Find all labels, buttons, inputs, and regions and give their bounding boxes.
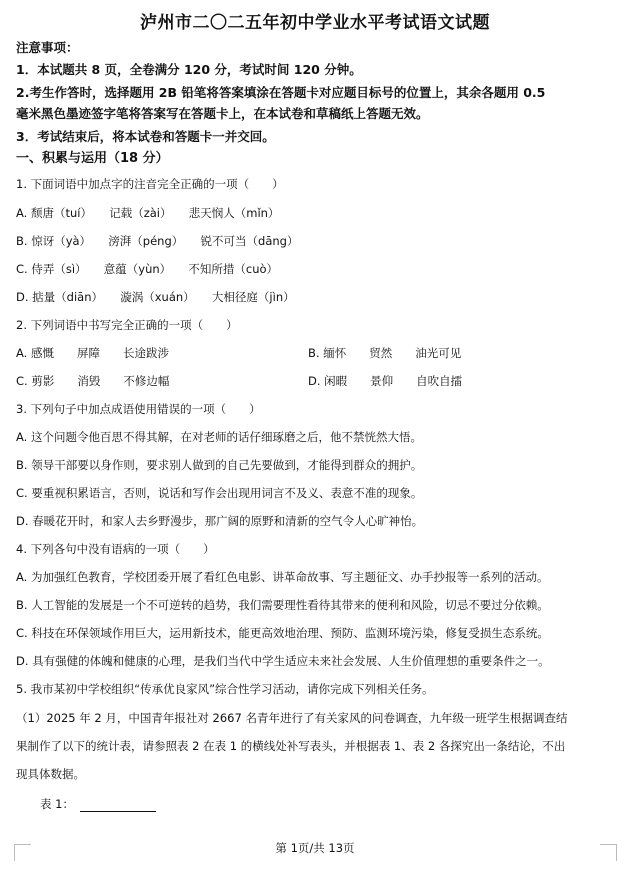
q4-option-d: D. 具有强健的体魄和健康的心理，是我们当代中学生适应未来社会发展、人生价值理想的重要条件之一。 — [16, 654, 550, 668]
notice-item-2a: 2.考生作答时，选择题用 2B 铅笔将答案填涂在答题卡对应题目标号的位置上，其余各题用 0.5 — [16, 85, 546, 100]
section-heading: 一、积累与运用（18 分） — [16, 151, 169, 166]
table-1-caption — [40, 796, 156, 812]
q1-option-b: B. 惊讶（yà） 滂湃（péng） 锐不可当（dāng） — [16, 234, 299, 248]
q2-option-a: A. 感慨 屏障 长途跋涉 — [16, 346, 169, 360]
q2-stem: 2. 下列词语中书写完全正确的一项（ ） — [16, 318, 238, 332]
exam-title: 泸州市二〇二五年初中学业水平考试语文试题 — [140, 13, 490, 33]
q3-option-d: D. 春暖花开时，和家人去乡野漫步，那广阔的原野和清新的空气令人心旷神怡。 — [16, 514, 424, 528]
q1-option-d: D. 掂量（diān） 漩涡（xuán） 大相径庭（jìn） — [16, 290, 295, 304]
q2-option-c: C. 剪影 消毁 不修边幅 — [16, 374, 170, 388]
notice-item-1: 1．本试题共 8 页，全卷满分 120 分，考试时间 120 分钟。 — [16, 62, 362, 77]
table-1-label: 表 1： — [40, 797, 74, 811]
q4-option-b: B. 人工智能的发展是一个不可逆转的趋势，我们需要理性看待其带来的便利和风险，切忌不要过分依赖。 — [16, 598, 549, 612]
notice-heading: 注意事项： — [16, 40, 79, 55]
q4-option-a: A. 为加强红色教育，学校团委开展了看红色电影、讲革命故事、写主题征文、办手抄报等一系列的活动。 — [16, 570, 549, 584]
q1-option-c: C. 侍弄（sì） 意蕴（yùn） 不知所措（cuò） — [16, 262, 279, 276]
q5-part1-line3: 现具体数据。 — [16, 767, 85, 781]
q1-stem: 1. 下面词语中加点字的注音完全正确的一项（ ） — [16, 177, 284, 191]
page-footer: 第 1页/共 13页 — [275, 841, 355, 855]
q3-option-b: B. 领导干部要以身作则，要求别人做到的自己先要做到，才能得到群众的拥护。 — [16, 458, 423, 472]
notice-item-3: 3．考试结束后，将本试卷和答题卡一并交回。 — [16, 129, 275, 144]
q2-option-b: B. 缅怀 贸然 油光可见 — [308, 346, 462, 360]
q3-option-c: C. 要重视积累语言，否则，说话和写作会出现用词言不及义、表意不准的现象。 — [16, 486, 423, 500]
table-1-header-blank[interactable] — [80, 799, 156, 812]
q2-option-d: D. 闲暇 景仰 自吹自擂 — [308, 374, 463, 388]
q5-part1-line2: 果制作了以下的统计表，请参照表 2 在表 1 的横线处补写表头，并根据表 1、表 2 各探究出一条结论，不出 — [16, 739, 566, 753]
q1-option-a: A. 颓唐（tuí） 记载（zài） 悲天悯人（mǐn） — [16, 206, 280, 220]
q4-stem: 4. 下列各句中没有语病的一项（ ） — [16, 542, 215, 556]
notice-item-2b: 毫米黑色墨迹签字笔将答案写在答题卡上，在本试卷和草稿纸上答题无效。 — [16, 106, 429, 121]
q5-part1-line1: （1）2025 年 2 月，中国青年报社对 2667 名青年进行了有关家风的问卷调查，九年级一班学生根据调查结 — [16, 711, 568, 725]
q3-stem: 3. 下列句子中加点成语使用错误的一项（ ） — [16, 402, 261, 416]
q4-option-c: C. 科技在环保领域作用巨大，运用新技术，能更高效地治理、预防、监测环境污染，修复受损生态系统。 — [16, 626, 549, 640]
q5-stem: 5. 我市某初中学校组织“传承优良家风”综合性学习活动，请你完成下列相关任务。 — [16, 682, 434, 696]
q3-option-a: A. 这个问题令他百思不得其解，在对老师的话仔细琢磨之后，他不禁恍然大悟。 — [16, 430, 422, 444]
